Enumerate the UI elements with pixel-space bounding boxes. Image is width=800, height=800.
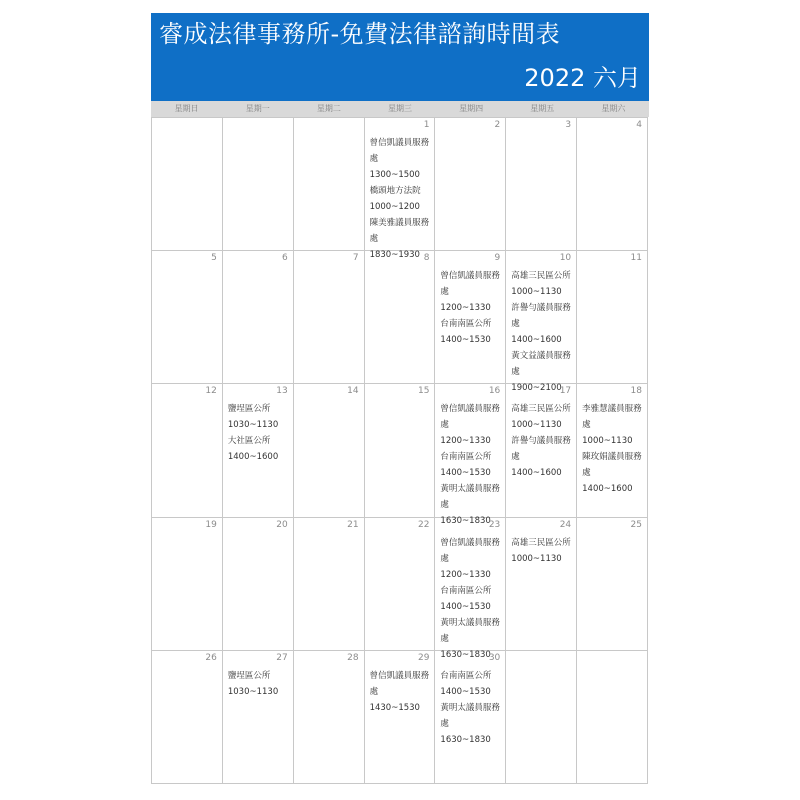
day-cell xyxy=(365,518,436,651)
event-list xyxy=(440,268,503,348)
day-number: 1 xyxy=(423,120,430,130)
day-cell xyxy=(294,384,365,517)
event-list xyxy=(582,401,645,497)
event-line: 台南南區公所 xyxy=(440,452,492,463)
day-number: 8 xyxy=(423,253,430,264)
event-line: 台南南區公所 xyxy=(440,319,492,330)
event-line: 黃明太議員服務處 xyxy=(440,702,500,729)
day-number: 12 xyxy=(205,386,217,397)
event-line: 許譽勻議員服務處 xyxy=(511,303,571,330)
event-line: 1400~1600 xyxy=(511,468,562,479)
day-number: 21 xyxy=(347,519,359,530)
event-line: 1000~1130 xyxy=(511,287,562,298)
event-line: 黃明太議員服務處 xyxy=(440,617,500,644)
event-line: 1400~1600 xyxy=(582,484,633,495)
event-line: 1200~1330 xyxy=(440,436,491,447)
event-line: 1200~1330 xyxy=(440,303,491,314)
day-number: 30 xyxy=(488,652,501,663)
event-line: 1300~1500 xyxy=(369,170,420,180)
day-number: 18 xyxy=(630,386,642,397)
calendar-grid xyxy=(151,117,648,784)
day-number: 22 xyxy=(417,519,430,530)
day-cell xyxy=(223,118,294,251)
day-cell xyxy=(365,118,436,260)
event-line: 曾信凱議員服務處 xyxy=(440,271,500,298)
event-line: 台南南區公所 xyxy=(440,585,492,596)
day-cell xyxy=(223,384,294,517)
event-line: 1630~1830 xyxy=(440,516,491,527)
event-line: 1630~1830 xyxy=(440,649,491,660)
day-cell xyxy=(506,384,577,517)
day-number: 15 xyxy=(417,386,430,397)
event-list xyxy=(440,535,503,663)
weekday-label: 星期一 xyxy=(245,104,270,113)
event-line: 大社區公所 xyxy=(227,436,271,447)
event-line: 鹽埕區公所 xyxy=(227,670,271,681)
calendar xyxy=(151,13,649,784)
day-cell xyxy=(365,251,436,384)
day-cell xyxy=(577,651,648,784)
event-line: 高雄三民區公所 xyxy=(511,271,571,282)
event-line: 曾信凱議員服務處 xyxy=(369,670,430,697)
day-number: 11 xyxy=(630,253,642,264)
event-line: 1030~1130 xyxy=(227,420,279,431)
weekday-label: 星期六 xyxy=(601,104,626,113)
day-number: 4 xyxy=(636,120,642,130)
day-number: 7 xyxy=(352,253,359,264)
event-line: 1000~1130 xyxy=(511,420,562,431)
event-list xyxy=(228,668,291,700)
event-line: 黃明太議員服務處 xyxy=(440,484,500,511)
day-cell xyxy=(435,118,506,251)
day-cell xyxy=(435,518,506,660)
day-cell xyxy=(577,118,648,251)
event-line: 1400~1600 xyxy=(227,452,279,463)
day-cell xyxy=(223,518,294,651)
day-cell xyxy=(435,251,506,384)
event-line: 1000~1200 xyxy=(369,202,420,212)
event-line: 1400~1530 xyxy=(440,335,491,346)
event-line: 鹽埕區公所 xyxy=(227,404,271,415)
day-number: 5 xyxy=(211,253,217,264)
event-line: 高雄三民區公所 xyxy=(511,404,571,415)
event-list xyxy=(511,268,574,396)
month-label: 2022 六月 xyxy=(524,64,641,92)
event-line: 1400~1530 xyxy=(440,601,491,612)
day-cell xyxy=(506,518,577,651)
day-cell xyxy=(577,251,648,384)
day-number: 9 xyxy=(494,253,501,264)
event-list xyxy=(511,535,574,567)
event-line: 1430~1530 xyxy=(369,702,420,713)
header-banner xyxy=(151,13,649,101)
day-cell xyxy=(223,651,294,784)
day-cell xyxy=(577,384,648,517)
day-cell xyxy=(294,651,365,784)
weekday-label: 星期日 xyxy=(174,104,199,113)
event-line: 橋頭地方法院 xyxy=(369,186,421,196)
day-cell xyxy=(152,251,223,384)
event-line: 陳美雅議員服務處 xyxy=(369,218,430,244)
day-number: 14 xyxy=(347,386,359,397)
day-cell xyxy=(577,518,648,651)
day-cell xyxy=(294,251,365,384)
day-number: 3 xyxy=(565,120,572,130)
event-line: 1000~1130 xyxy=(582,436,633,447)
page-title: 睿成法律事務所-免費法律諮詢時間表 xyxy=(159,20,561,48)
day-number: 10 xyxy=(559,253,572,264)
day-number: 26 xyxy=(205,652,217,663)
event-line: 1830~1930 xyxy=(369,250,420,260)
event-line: 台南南區公所 xyxy=(440,670,492,681)
day-cell xyxy=(435,651,506,784)
day-cell xyxy=(152,651,223,784)
event-line: 曾信凱議員服務處 xyxy=(369,138,430,164)
day-number: 24 xyxy=(559,519,572,530)
weekday-label: 星期三 xyxy=(387,104,412,113)
day-cell xyxy=(506,118,577,251)
day-cell xyxy=(365,651,436,784)
day-cell xyxy=(152,118,223,251)
day-cell xyxy=(294,518,365,651)
event-line: 黃文益議員服務處 xyxy=(511,351,571,378)
event-line: 1900~2100 xyxy=(511,383,562,394)
weekday-label: 星期二 xyxy=(316,104,341,113)
event-list xyxy=(370,668,433,716)
day-number: 19 xyxy=(205,519,217,530)
event-line: 1000~1130 xyxy=(511,553,562,564)
day-cell xyxy=(365,384,436,517)
event-line: 1400~1530 xyxy=(440,468,491,479)
day-number: 13 xyxy=(276,386,288,397)
event-line: 1400~1600 xyxy=(511,335,562,346)
day-number: 28 xyxy=(347,652,359,663)
event-list xyxy=(440,668,503,748)
day-number: 20 xyxy=(276,519,288,530)
day-cell xyxy=(223,251,294,384)
event-list xyxy=(440,401,503,529)
day-cell xyxy=(152,518,223,651)
event-line: 曾信凱議員服務處 xyxy=(440,537,500,564)
day-number: 2 xyxy=(494,120,501,130)
event-line: 曾信凱議員服務處 xyxy=(440,404,500,431)
weekday-label: 星期四 xyxy=(459,104,484,113)
event-line: 1030~1130 xyxy=(227,686,279,697)
day-cell xyxy=(506,651,577,784)
event-line: 高雄三民區公所 xyxy=(511,537,571,548)
event-line: 1200~1330 xyxy=(440,569,491,580)
weekday-header-row xyxy=(151,101,649,117)
day-number: 16 xyxy=(488,386,501,397)
event-line: 陳玫娟議員服務處 xyxy=(582,452,642,479)
day-cell xyxy=(152,384,223,517)
event-list xyxy=(511,401,574,481)
day-number: 17 xyxy=(559,386,572,397)
event-line: 許譽勻議員服務處 xyxy=(511,436,571,463)
day-cell xyxy=(294,118,365,251)
event-list xyxy=(228,401,291,465)
day-number: 27 xyxy=(276,652,288,663)
day-number: 29 xyxy=(417,652,430,663)
event-line: 李雅慧議員服務處 xyxy=(582,404,642,431)
event-line: 1400~1530 xyxy=(440,686,491,697)
day-number: 23 xyxy=(488,519,501,530)
event-list xyxy=(370,135,433,263)
weekday-label: 星期五 xyxy=(530,104,555,113)
day-number: 25 xyxy=(630,519,642,530)
day-number: 6 xyxy=(281,253,288,264)
event-line: 1630~1830 xyxy=(440,734,491,745)
